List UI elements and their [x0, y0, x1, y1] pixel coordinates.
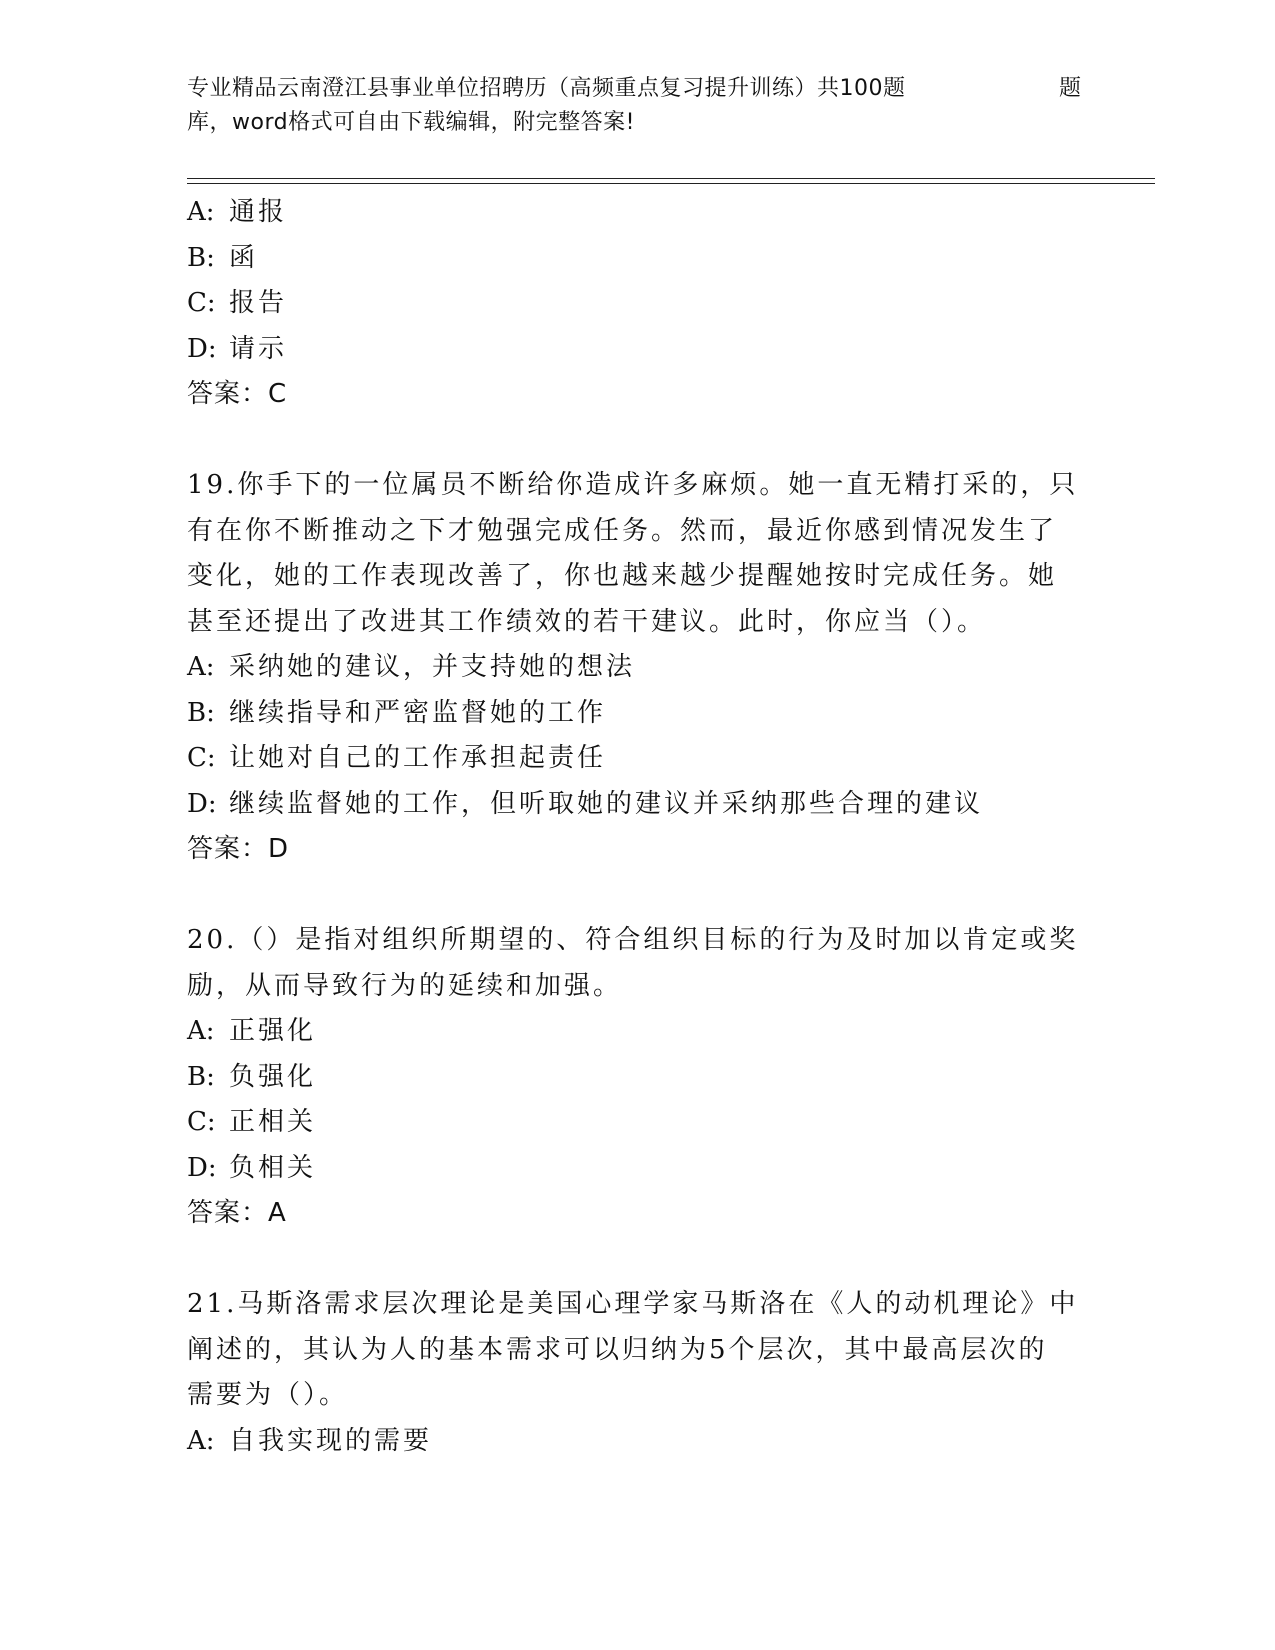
spacer: [187, 873, 1087, 919]
question-stem-line: 阐述的，其认为人的基本需求可以归纳为5个层次，其中最高层次的: [187, 1334, 1048, 1365]
option-b: [187, 1055, 1087, 1101]
option-d: [187, 782, 1087, 828]
option-label: C:: [187, 743, 216, 773]
option-label: D:: [187, 1152, 217, 1183]
option-d: [187, 327, 1087, 373]
question-20: [187, 918, 1087, 1237]
question-stem-line: 励，从而导致行为的延续和加强。: [187, 970, 623, 1001]
option-label: D:: [187, 788, 217, 819]
option-b: [187, 236, 1087, 282]
option-label: B:: [187, 697, 215, 728]
option-label: D:: [187, 333, 217, 364]
header-line-1: [187, 72, 1087, 106]
option-text: 继续指导和严密监督她的工作: [229, 697, 607, 728]
header-rule-top: [187, 178, 1155, 179]
option-label: A:: [187, 197, 215, 227]
question-stem-line: 变化，她的工作表现改善了，你也越来越少提醒她按时完成任务。她: [187, 561, 1058, 591]
question-18: [187, 190, 1087, 418]
answer-line: 答案：A: [187, 1198, 287, 1228]
option-label: B:: [187, 1061, 215, 1092]
option-text: 自我实现的需要: [229, 1425, 433, 1456]
spacer: [187, 418, 1087, 464]
option-label: A:: [187, 1016, 215, 1046]
option-text: 负相关: [229, 1152, 317, 1183]
answer-line: 答案：C: [187, 379, 288, 409]
header-title-trail: 题: [1059, 76, 1082, 101]
answer-line: 答案：D: [187, 834, 290, 864]
option-label: C:: [187, 288, 216, 318]
option-label: A:: [187, 1425, 215, 1456]
header-rule-bottom: [187, 183, 1155, 184]
option-c: [187, 281, 1087, 327]
question-stem-line: 21.马斯洛需求层次理论是美国心理学家马斯洛在《人的动机理论》中: [187, 1289, 1079, 1319]
option-text: 请示: [229, 333, 288, 364]
option-label: C:: [187, 1107, 216, 1137]
option-a: [187, 190, 1087, 236]
option-text: 报告: [229, 288, 288, 318]
option-b: [187, 691, 1087, 737]
option-d: [187, 1146, 1087, 1192]
option-a: [187, 645, 1087, 691]
option-text: 正强化: [229, 1016, 317, 1046]
option-a: [187, 1419, 1087, 1465]
option-text: 负强化: [229, 1061, 317, 1092]
option-text: 采纳她的建议，并支持她的想法: [229, 652, 636, 682]
option-label: B:: [187, 242, 215, 273]
option-c: [187, 736, 1087, 782]
option-text: 继续监督她的工作，但听取她的建议并采纳那些合理的建议: [229, 788, 984, 819]
header-title: 专业精品云南澄江县事业单位招聘历（高频重点复习提升训练）共100题: [187, 76, 906, 101]
question-stem-line: 需要为（）。: [187, 1380, 349, 1410]
question-stem-line: 有在你不断推动之下才勉强完成任务。然而，最近你感到情况发生了: [187, 515, 1058, 546]
question-21: [187, 1282, 1087, 1464]
option-text: 正相关: [229, 1107, 317, 1137]
spacer: [187, 1237, 1087, 1283]
option-text: 通报: [229, 197, 288, 227]
option-a: [187, 1009, 1087, 1055]
option-c: [187, 1100, 1087, 1146]
option-label: A:: [187, 652, 215, 682]
question-19: [187, 463, 1087, 873]
document-header: [187, 72, 1087, 140]
question-stem-line: 19.你手下的一位属员不断给你造成许多麻烦。她一直无精打采的，只: [187, 470, 1079, 500]
option-text: 让她对自己的工作承担起责任: [229, 743, 607, 773]
question-stem-line: 20.（）是指对组织所期望的、符合组织目标的行为及时加以肯定或奖: [187, 925, 1079, 955]
option-text: 函: [229, 242, 259, 273]
header-line-2: 库，word格式可自由下载编辑，附完整答案!: [187, 110, 635, 135]
question-stem-line: 甚至还提出了改进其工作绩效的若干建议。此时，你应当（）。: [187, 606, 987, 637]
document-body: [187, 190, 1087, 1464]
